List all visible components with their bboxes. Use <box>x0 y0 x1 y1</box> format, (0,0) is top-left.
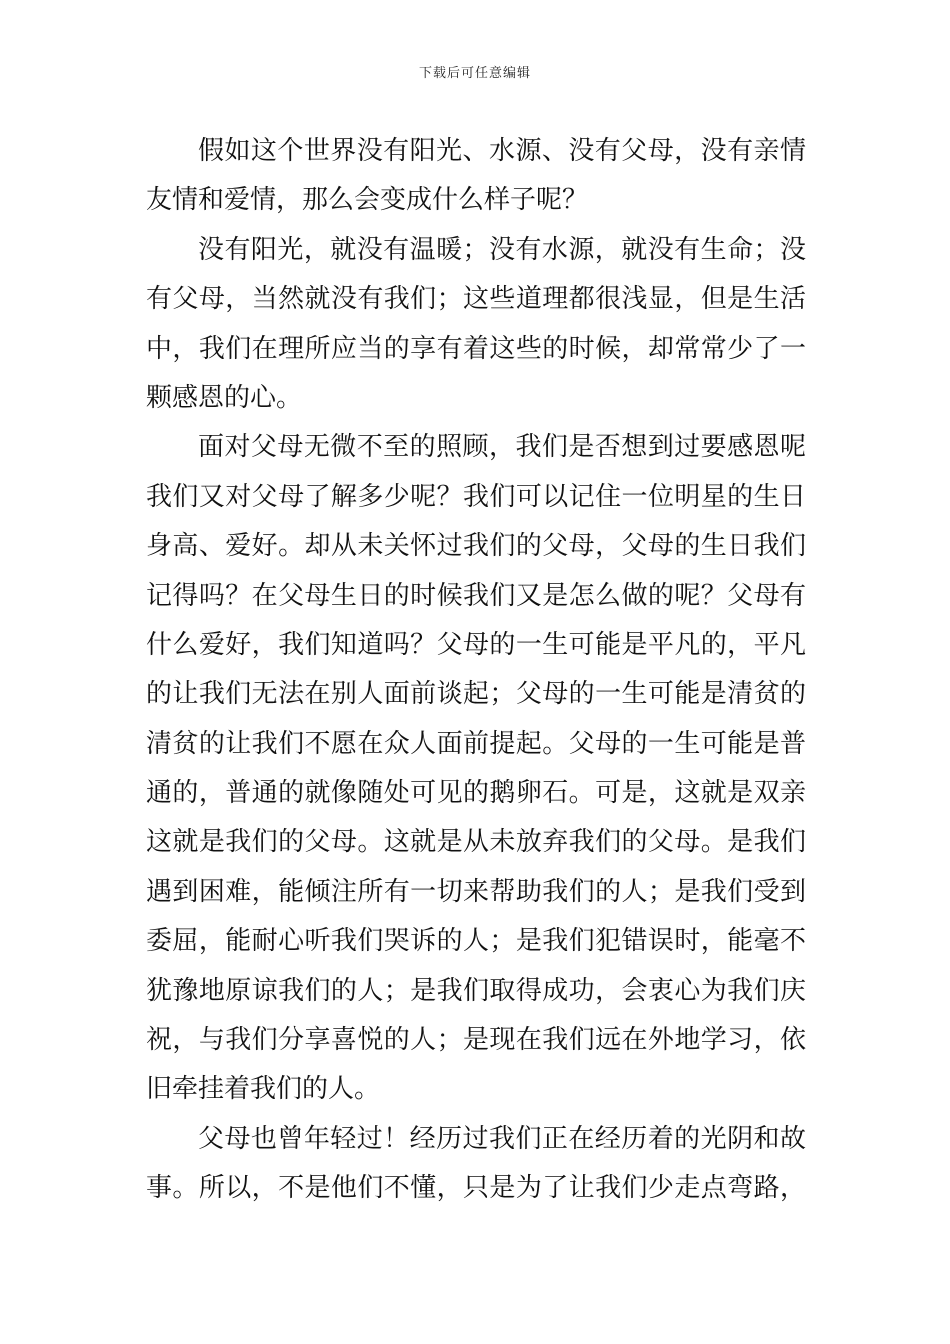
paragraph-line: 友情和爱情，那么会变成什么样子呢？ <box>146 185 589 216</box>
paragraph-line: 什么爱好，我们知道吗？父母的一生可能是平凡的，平凡 <box>146 629 806 660</box>
paragraph-line: 遇到困难，能倾注所有一切来帮助我们的人；是我们受到 <box>146 876 806 907</box>
paragraph-line: 有父母，当然就没有我们；这些道理都很浅显，但是生活 <box>146 284 806 315</box>
paragraph-line: 没有阳光，就没有温暖；没有水源，就没有生命；没 <box>198 234 806 265</box>
paragraph-line: 我们又对父母了解多少呢？我们可以记住一位明星的生日 <box>146 481 806 512</box>
paragraph-line: 清贫的让我们不愿在众人面前提起。父母的一生可能是普 <box>146 728 806 759</box>
paragraph-line: 面对父母无微不至的照顾，我们是否想到过要感恩呢 <box>198 432 806 463</box>
paragraph-3 <box>146 423 806 1114</box>
header-note: 下载后可任意编辑 <box>418 66 531 81</box>
document-body <box>146 127 806 1214</box>
paragraph-line: 旧牵挂着我们的人。 <box>146 1074 381 1105</box>
paragraph-line: 委屈，能耐心听我们哭诉的人；是我们犯错误时，能毫不 <box>146 926 806 957</box>
paragraph-line: 父母也曾年轻过！经历过我们正在经历着的光阴和故 <box>198 1123 806 1154</box>
paragraph-line: 的让我们无法在别人面前谈起；父母的一生可能是清贫的 <box>146 679 806 710</box>
paragraph-1 <box>146 127 806 226</box>
paragraph-line: 通的，普通的就像随处可见的鹅卵石。可是，这就是双亲 <box>146 778 806 809</box>
paragraph-2 <box>146 226 806 424</box>
paragraph-line: 身高、爱好。却从未关怀过我们的父母，父母的生日我们 <box>146 531 806 562</box>
paragraph-line: 祝，与我们分享喜悦的人；是现在我们远在外地学习，依 <box>146 1025 806 1056</box>
paragraph-line: 颗感恩的心。 <box>146 382 303 413</box>
paragraph-line: 中，我们在理所应当的享有着这些的时候，却常常少了一 <box>146 333 806 364</box>
paragraph-4 <box>146 1115 806 1214</box>
paragraph-line: 假如这个世界没有阳光、水源、没有父母，没有亲情 <box>198 136 806 166</box>
paragraph-line: 记得吗？在父母生日的时候我们又是怎么做的呢？父母有 <box>146 580 806 611</box>
paragraph-line: 事。所以，不是他们不懂，只是为了让我们少走点弯路， <box>146 1173 806 1204</box>
paragraph-line: 这就是我们的父母。这就是从未放弃我们的父母。是我们 <box>146 827 806 858</box>
paragraph-line: 犹豫地原谅我们的人；是我们取得成功，会衷心为我们庆 <box>146 975 806 1006</box>
